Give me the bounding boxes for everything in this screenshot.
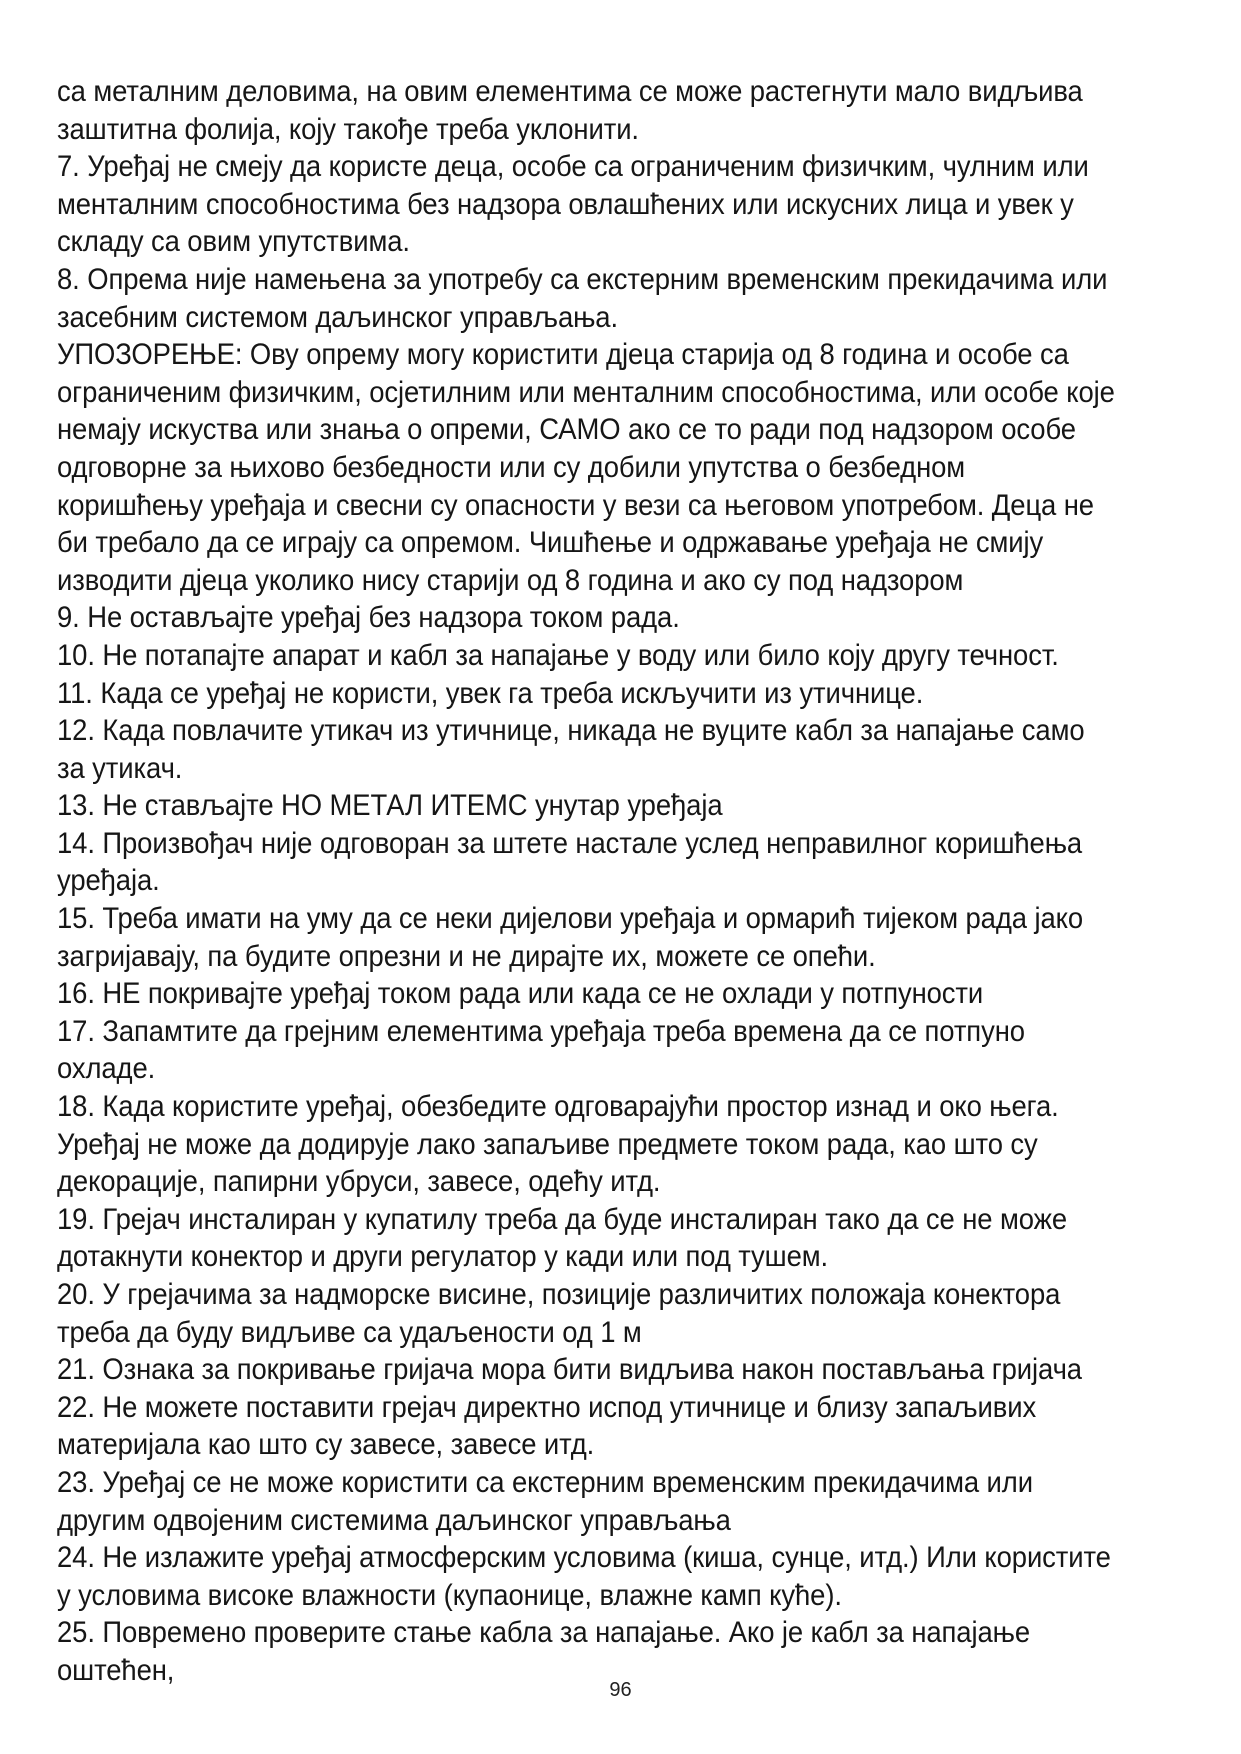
paragraph-item-20: 20. У грејачима за надморске висине, позиције различитих положаја конектора треба да буду видљиве са удаљености од 1 м: [57, 1278, 1061, 1349]
paragraph-warning: УПОЗОРЕЊЕ: Ову опрему могу користити дјеца старија од 8 година и особе са ограниченим физичким, осјетилним или менталним способностима, или особе које немају искуства или знања о опреми, САМО ако се то ради под надзором особе одговорне за њихово безбедности или су добили упутства о безбедном коришћењу уређаја и свесни су опасности у вези са његовом употребом. Деца не би требало да се играју са опремом. Чишћење и одржавање уређаја не смију изводити дјеца уколико нису старији од 8 година и ако су под надзором: [57, 338, 1115, 597]
paragraph-item-25: 25. Повремено проверите стање кабла за напајање. Ако је кабл за напајање оштећен,: [57, 1616, 1030, 1687]
paragraph-item-15: 15. Треба имати на уму да се неки дијелови уређаја и ормарић тијеком рада јако загријавају, па будите опрезни и не дирајте их, можете се опећи.: [57, 902, 1084, 973]
paragraph-item-18: 18. Када користите уређај, обезбедите одговарајући простор изнад и око њега. Уређај не може да додирује лако запаљиве предмете током рада, као што су декорације, папирни убруси, завесе, одећу итд.: [57, 1090, 1059, 1199]
document-body: [57, 73, 1117, 1690]
paragraph-item-23: 23. Уређај се не може користити са екстерним временским прекидачима или другим одвојеним системима даљинског управљања: [57, 1465, 1033, 1537]
paragraph-item-9: 9. Не остављајте уређај без надзора током рада.: [57, 601, 680, 635]
paragraph-item-11: 11. Када се уређај не користи, увек га треба искључити из утичнице.: [57, 676, 924, 710]
paragraph-item-24: 24. Не излажите уређај атмосферским условима (киша, сунце, итд.) Или користите у условима високе влажности (купаонице, влажне камп куће).: [57, 1541, 1111, 1612]
paragraph-item-8: 8. Опрема није намењена за употребу са екстерним временским прекидачима или засебним системом даљинског управљања.: [57, 262, 1108, 334]
paragraph-item-19: 19. Грејач инсталиран у купатилу треба да буде инсталиран тако да се не може дотакнути конектор и други регулатор у кади или под тушем.: [57, 1202, 1068, 1274]
paragraph-item-12: 12. Када повлачите утикач из утичнице, никада не вуците кабл за напајање само за утикач.: [57, 714, 1085, 785]
paragraph-item-17: 17. Запамтите да грејним елементима уређаја треба времена да се потпуно охладе.: [57, 1014, 1025, 1086]
paragraph-continuation: са металним деловима, на овим елементима се може растегнути мало видљива заштитна фолија, коју такође треба уклонити.: [57, 75, 1083, 146]
paragraph-item-21: 21. Ознака за покривање гријача мора бити видљива након постављања гријача: [57, 1353, 1082, 1387]
paragraph-item-10: 10. Не потапајте апарат и кабл за напајање у воду или било коју другу течност.: [57, 638, 1059, 672]
paragraph-item-16: 16. НЕ покривајте уређај током рада или када се не охлади у потпуности: [57, 977, 984, 1011]
paragraph-item-13: 13. Не стављајте НО МЕТАЛ ИТЕМС унутар уређаја: [57, 789, 723, 823]
paragraph-item-14: 14. Произвођач није одговоран за штете настале услед неправилног коришћења уређаја.: [57, 826, 1083, 898]
page-number: 96: [609, 1679, 632, 1701]
paragraph-item-22: 22. Не можете поставити грејач директно испод утичнице и близу запаљивих материјала као што су завесе, завесе итд.: [57, 1390, 1037, 1462]
paragraph-item-7: 7. Уређај не смеју да користе деца, особе са ограниченим физичким, чулним или менталним способностима без надзора овлашћених или искусних лица и увек у складу са овим упутствима.: [57, 150, 1089, 259]
